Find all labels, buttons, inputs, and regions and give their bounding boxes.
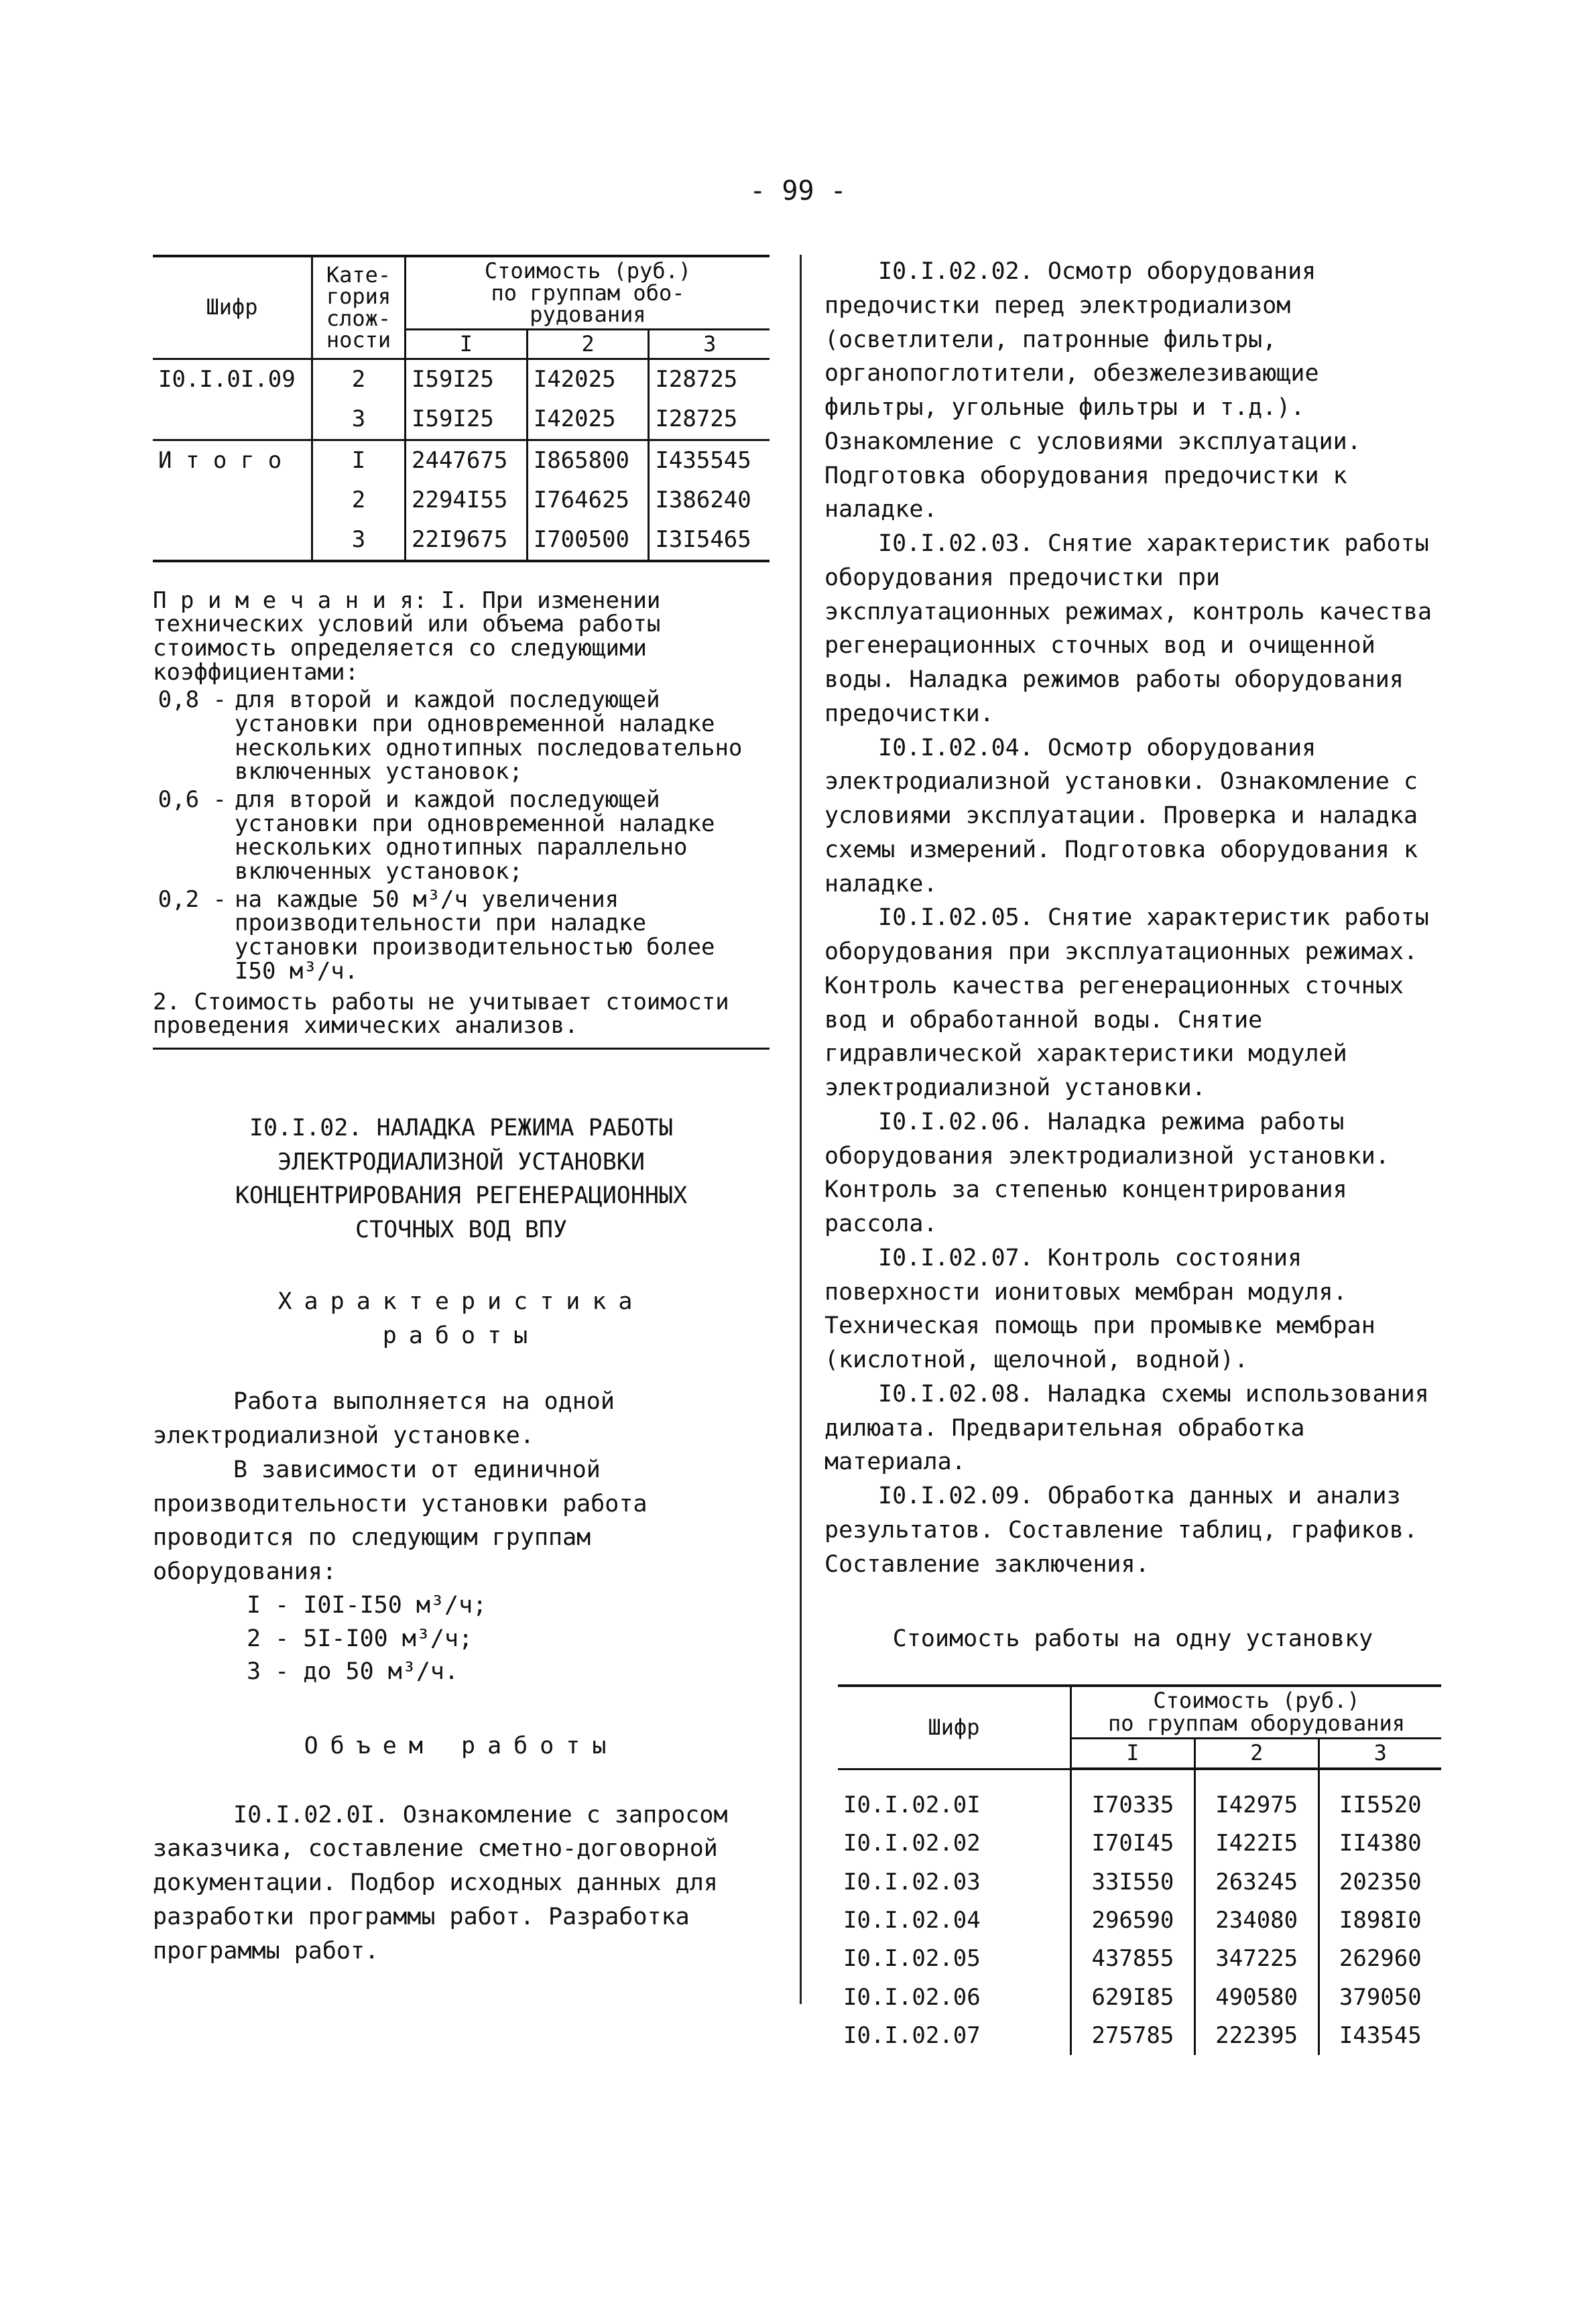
col-header-category: Кате- гория слож- ности xyxy=(312,256,406,359)
row-category: 3 xyxy=(312,520,406,561)
characteristics-heading xyxy=(153,1285,770,1353)
col-header-group-1: I xyxy=(1071,1739,1195,1769)
cost-table-bottom xyxy=(838,1684,1441,2055)
row-group-3: II5520 xyxy=(1318,1769,1441,1824)
group-item: 3 - до 50 м³/ч. xyxy=(247,1658,459,1686)
column-divider xyxy=(800,255,802,2004)
section-title-line: КОНЦЕНТРИРОВАНИЯ РЕГЕНЕРАЦИОННЫХ xyxy=(235,1182,688,1210)
work-item-paragraph: I0.I.02.08. Наладка схемы использования дилюата. Предварительная обработка материала. xyxy=(824,1380,1429,1476)
row-group-2: I865800 xyxy=(527,440,649,481)
row-group-1: 2294I55 xyxy=(406,481,528,520)
coef-row xyxy=(153,788,770,884)
work-item-paragraph: I0.I.02.07. Контроль состояния поверхности ионитовых мембран модуля. Техническая помощь при промывке мембран (кислотной, щелочной, водной). xyxy=(824,1244,1375,1373)
table-row xyxy=(153,481,770,520)
col-header-group-3: 3 xyxy=(649,329,770,359)
section-title-line: ЭЛЕКТРОДИАЛИЗНОЙ УСТАНОВКИ xyxy=(278,1148,645,1176)
table-caption: Стоимость работы на одну установку xyxy=(892,1625,1373,1653)
row-category: 2 xyxy=(312,481,406,520)
work-items xyxy=(824,255,1441,1581)
row-group-2: 222395 xyxy=(1194,2017,1318,2055)
row-code: I0.I.02.0I xyxy=(843,1791,981,1818)
right-column xyxy=(824,255,1441,2055)
row-group-2: I42975 xyxy=(1194,1769,1318,1824)
col-header-group-3: 3 xyxy=(1318,1739,1441,1769)
col-header-group-2: 2 xyxy=(527,329,649,359)
row-group-3: I898I0 xyxy=(1318,1902,1441,1940)
table-row xyxy=(838,1824,1441,1863)
row-group-2: I700500 xyxy=(527,520,649,561)
paragraph: Работа выполняется на одной электродиализной установке. xyxy=(153,1388,615,1450)
coef-value: 0,8 - xyxy=(158,686,227,714)
coef-row xyxy=(153,688,770,784)
volume-heading: Объем работы xyxy=(304,1732,619,1759)
coef-text: для второй и каждой последующей установки при одновременной наладке нескольких однотипных параллельно включенных установок; xyxy=(235,786,715,885)
table-row xyxy=(838,1863,1441,1902)
row-group-3: I386240 xyxy=(649,481,770,520)
notes-intro: П р и м е ч а н и я: I. При изменении технических условий или объема работы стоимость определяется со следующими коэффициентами: xyxy=(153,586,661,686)
table-row xyxy=(153,399,770,440)
heading-line: работы xyxy=(382,1322,540,1349)
page-number: - 99 - xyxy=(749,176,847,206)
table-row xyxy=(838,1979,1441,2017)
row-code: I0.I.0I.09 xyxy=(158,365,296,393)
notes-divider xyxy=(153,1048,770,1050)
cost-table-top xyxy=(153,255,770,562)
row-group-3: 262960 xyxy=(1318,1940,1441,1978)
table-row xyxy=(153,359,770,399)
row-group-2: 234080 xyxy=(1194,1902,1318,1940)
coef-row xyxy=(153,885,770,985)
row-group-1: I70I45 xyxy=(1071,1824,1195,1863)
row-code: I0.I.02.02 xyxy=(843,1830,981,1857)
work-item-paragraph: I0.I.02.02. Осмотр оборудования предочистки перед электродиализом (осветлители, патронные фильтры, органопоглотители, обезжелезивающие фильтры, угольные фильтры и т.д.). Ознакомление с условиями эксплуатации. Подготовка оборудования предочистки к наладке. xyxy=(824,258,1361,523)
work-item-paragraph: I0.I.02.09. Обработка данных и анализ результатов. Составление таблиц, графиков. Составление заключения. xyxy=(824,1483,1418,1578)
row-group-1: 437855 xyxy=(1071,1940,1195,1978)
note-2: 2. Стоимость работы не учитывает стоимости проведения химических анализов. xyxy=(153,988,729,1040)
heading-line: Характеристика xyxy=(278,1288,645,1315)
row-group-2: I42025 xyxy=(527,399,649,440)
row-group-2: 490580 xyxy=(1194,1979,1318,2017)
row-category: I xyxy=(312,440,406,481)
work-item-paragraph: I0.I.02.05. Снятие характеристик работы оборудования при эксплуатационных режимах. Контроль качества регенерационных сточных вод и обработанной воды. Снятие гидравлической характеристики модулей электродиализной установки. xyxy=(824,904,1429,1101)
row-group-2: I42025 xyxy=(527,359,649,399)
notes xyxy=(153,586,770,1050)
table-row xyxy=(153,440,770,481)
coef-value: 0,2 - xyxy=(158,885,227,913)
work-item-paragraph: I0.I.02.04. Осмотр оборудования электродиализной установки. Ознакомление с условиями эксплуатации. Проверка и наладка схемы измерений. Подготовка оборудования к наладке. xyxy=(824,734,1418,897)
row-group-3: 379050 xyxy=(1318,1979,1441,2017)
row-group-3: I28725 xyxy=(649,359,770,399)
work-item-paragraph: I0.I.02.03. Снятие характеристик работы оборудования предочистки при эксплуатационных режимах, контроль качества регенерационных сточных вод и очищенной воды. Наладка режимов работы оборудования предочистки. xyxy=(824,530,1432,727)
col-header-cost: Стоимость (руб.) по группам обо- рудования xyxy=(406,256,770,329)
row-group-1: 275785 xyxy=(1071,2017,1195,2055)
group-item: I - I0I-I50 м³/ч; xyxy=(247,1591,487,1619)
table-row xyxy=(838,1940,1441,1978)
row-code: I0.I.02.03 xyxy=(843,1868,981,1895)
coef-value: 0,6 - xyxy=(158,786,227,813)
row-group-2: 263245 xyxy=(1194,1863,1318,1902)
row-group-1: 22I9675 xyxy=(406,520,528,561)
row-category: 2 xyxy=(312,359,406,399)
col-header-group-1: I xyxy=(406,329,528,359)
work-item-paragraph: I0.I.02.06. Наладка режима работы оборудования электродиализной установки. Контроль за степенью концентрирования рассола. xyxy=(824,1108,1390,1237)
section-title xyxy=(153,1111,770,1247)
row-group-3: I43545 xyxy=(1318,2017,1441,2055)
row-code: I0.I.02.06 xyxy=(843,1983,981,2011)
table-row xyxy=(838,1769,1441,1824)
table-row xyxy=(838,2017,1441,2055)
row-group-1: 33I550 xyxy=(1071,1863,1195,1902)
section-title-line: I0.I.02. НАЛАДКА РЕЖИМА РАБОТЫ xyxy=(249,1114,674,1141)
coef-text: для второй и каждой последующей установки при одновременной наладке нескольких однотипных последовательно включенных установок; xyxy=(235,686,743,786)
col-header-shifr: Шифр xyxy=(153,256,312,359)
row-category: 3 xyxy=(312,399,406,440)
row-code: И т о г о xyxy=(153,440,312,481)
row-group-3: II4380 xyxy=(1318,1824,1441,1863)
left-column xyxy=(153,255,770,1968)
row-group-2: 347225 xyxy=(1194,1940,1318,1978)
group-item: 2 - 5I-I00 м³/ч; xyxy=(247,1625,473,1652)
row-code: I0.I.02.04 xyxy=(843,1906,981,1934)
row-code: I0.I.02.05 xyxy=(843,1945,981,1973)
table-row xyxy=(153,520,770,561)
row-code xyxy=(153,481,312,520)
paragraph: В зависимости от единичной производительности установки работа проводится по следующим группам оборудования: xyxy=(153,1456,648,1586)
row-group-2: I764625 xyxy=(527,481,649,520)
row-group-1: 629I85 xyxy=(1071,1979,1195,2017)
row-group-1: I59I25 xyxy=(406,399,528,440)
row-group-3: I435545 xyxy=(649,440,770,481)
col-header-shifr: Шифр xyxy=(838,1686,1071,1769)
row-group-3: I3I5465 xyxy=(649,520,770,561)
paragraph: I0.I.02.0I. Ознакомление с запросом заказчика, составление сметно-договорной документации. Подбор исходных данных для разработки программы работ. Разработка программы работ. xyxy=(153,1801,728,1965)
col-header-group-2: 2 xyxy=(1194,1739,1318,1769)
row-code: I0.I.02.07 xyxy=(843,2021,981,2049)
col-header-cost: Стоимость (руб.) по группам оборудования xyxy=(1071,1686,1442,1739)
row-group-1: I59I25 xyxy=(406,359,528,399)
row-group-1: 2447675 xyxy=(406,440,528,481)
row-code xyxy=(153,520,312,561)
section-title-line: СТОЧНЫХ ВОД ВПУ xyxy=(355,1217,568,1244)
table-row xyxy=(838,1902,1441,1940)
row-group-1: I70335 xyxy=(1071,1769,1195,1824)
row-group-3: I28725 xyxy=(649,399,770,440)
row-group-1: 296590 xyxy=(1071,1902,1195,1940)
row-group-2: I422I5 xyxy=(1194,1824,1318,1863)
row-code xyxy=(153,399,312,440)
row-group-3: 202350 xyxy=(1318,1863,1441,1902)
coef-text: на каждые 50 м³/ч увеличения производительности при наладке установки производительностью более I50 м³/ч. xyxy=(235,885,715,985)
